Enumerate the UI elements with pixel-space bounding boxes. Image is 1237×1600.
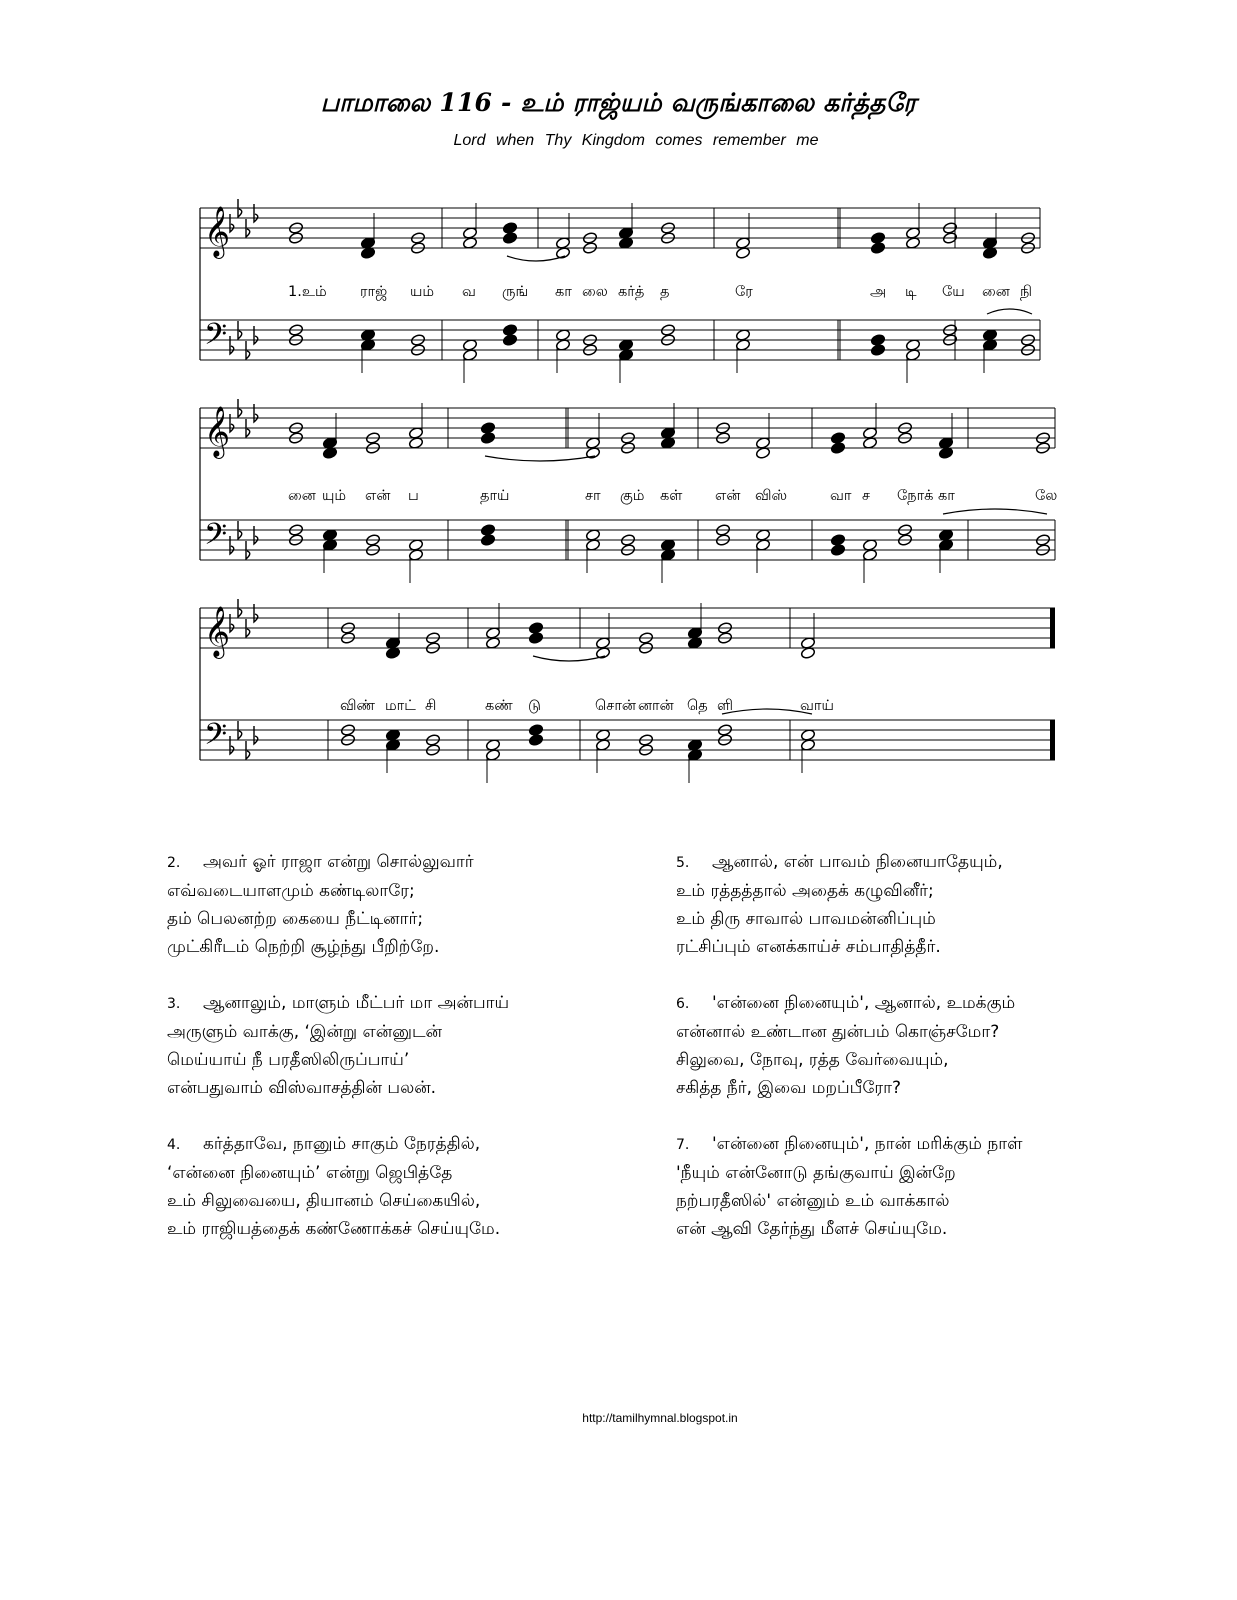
lyric-syllable: ப <box>408 488 419 504</box>
lyric-syllable: ரே <box>735 284 753 300</box>
lyric-syllable: டி <box>905 284 917 300</box>
verses-right <box>676 848 1022 1271</box>
verse-line <box>676 989 1022 1018</box>
lyric-syllable: நி <box>1020 284 1033 300</box>
verse-4 <box>167 1130 509 1243</box>
verse-line <box>167 989 509 1018</box>
verse-text: உம் திரு சாவால் பாவமன்னிப்பும் <box>676 909 936 929</box>
verse-text: சிலுவை, நோவு, ரத்த வேர்வையும், <box>676 1050 949 1070</box>
lyric-syllable: ருங் <box>502 284 529 300</box>
verse-text: என் ஆவி தேர்ந்து மீளச் செய்யுமே. <box>676 1219 948 1239</box>
lyric-syllable: தெ <box>687 698 708 714</box>
flat-sign <box>230 736 234 754</box>
note-head <box>502 232 517 245</box>
note-head <box>870 242 885 255</box>
verse-5 <box>676 848 1022 961</box>
verse-text: தம் பெலனற்ற கையை நீட்டினார்; <box>167 909 424 929</box>
flat-sign <box>254 326 258 344</box>
flat-sign <box>254 404 258 422</box>
verse-line <box>167 1046 509 1074</box>
lyric-syllable: னை <box>982 284 1010 300</box>
lyric-syllable: யே <box>942 284 965 300</box>
verse-text: அவர் ஓர் ராஜா என்று சொல்லுவார் <box>203 852 474 872</box>
lyric-syllable: னை <box>288 488 316 504</box>
lyric-syllable: கா <box>938 488 955 504</box>
verse-line <box>167 1074 509 1102</box>
lyric-syllable: சொன் <box>595 698 636 714</box>
verse-line <box>676 1130 1022 1159</box>
verse-line <box>676 1187 1022 1215</box>
footer-url: http://tamilhymnal.blogspot.in <box>582 1411 738 1425</box>
verse-text: சகித்த நீர், இவை மறப்பீரோ? <box>676 1078 902 1098</box>
verse-text: ஆனாலும், மாளும் மீட்பர் மா அன்பாய் <box>203 993 510 1013</box>
verse-line <box>676 1018 1022 1046</box>
lyric-syllable: விஸ் <box>755 488 788 504</box>
verse-6 <box>676 989 1022 1102</box>
lyric-syllable: வா <box>830 488 852 504</box>
tie <box>485 456 595 461</box>
flat-sign <box>254 526 258 544</box>
note-head <box>830 534 845 547</box>
verse-text: எவ்வடையாளமும் கண்டிலாரே; <box>167 881 415 901</box>
lyric-syllable: ச <box>862 488 871 504</box>
flat-sign <box>230 614 234 632</box>
note-head <box>870 344 885 357</box>
treble-clef: 𝄞 <box>204 206 231 257</box>
note-head <box>528 622 543 635</box>
lyric-syllable: விண் <box>340 698 375 714</box>
verse-text: நற்பரதீஸில்' என்னும் உம் வாக்கால் <box>676 1191 950 1211</box>
flat-sign <box>254 604 258 622</box>
verse-number: 2. <box>167 855 181 871</box>
lyric-syllable: கா <box>555 284 572 300</box>
flat-sign <box>230 536 234 554</box>
note-head <box>830 544 845 557</box>
lyric-syllable: என் <box>365 488 391 504</box>
lyric-syllable: நோக் <box>897 488 934 504</box>
verse-line <box>167 1187 509 1215</box>
flat-sign <box>230 414 234 432</box>
lyric-syllable: வ <box>462 284 476 300</box>
verse-3 <box>167 989 509 1102</box>
verse-line <box>676 933 1022 961</box>
verse-line <box>676 1046 1022 1074</box>
hymn-subtitle: Lord when Thy Kingdom comes remember me <box>453 132 819 149</box>
lyric-syllable: லே <box>1035 488 1058 504</box>
note-head <box>502 222 517 235</box>
verse-text: கர்த்தாவே, நானும் சாகும் நேரத்தில், <box>203 1134 481 1154</box>
lyric-syllable: னான் <box>638 698 674 714</box>
note-head <box>528 724 543 737</box>
flat-sign <box>254 726 258 744</box>
tie <box>987 309 1032 314</box>
lyric-syllable: த <box>660 284 670 300</box>
lyric-syllable: கண் <box>485 698 513 714</box>
verse-line <box>167 905 509 933</box>
verse-text: 'என்னை நினையும்', ஆனால், உமக்கும் <box>712 993 1016 1013</box>
lyric-syllable: 1.உம் <box>288 284 327 300</box>
lyric-syllable: வாய் <box>800 698 834 714</box>
lyric-syllable: சா <box>585 488 601 504</box>
lyric-syllable: ளி <box>717 698 734 714</box>
lyric-syllable: கள் <box>660 488 683 504</box>
note-head <box>870 232 885 245</box>
note-head <box>528 632 543 645</box>
note-head <box>502 324 517 337</box>
music-score <box>190 180 1070 820</box>
note-head <box>480 534 495 547</box>
verse-line <box>676 1215 1022 1243</box>
verse-text: 'நீயும் என்னோடு தங்குவாய் இன்றே <box>676 1163 956 1183</box>
lyric-syllable: அ <box>870 284 887 300</box>
verse-line <box>167 848 509 877</box>
verse-number: 5. <box>676 855 690 871</box>
lyric-syllable: தாய் <box>480 488 510 504</box>
verse-text: ஆனால், என் பாவம் நினையாதேயும், <box>712 852 1003 872</box>
lyric-syllable: ராஜ் <box>360 284 388 300</box>
note-head <box>830 442 845 455</box>
note-head <box>528 734 543 747</box>
verse-7 <box>676 1130 1022 1243</box>
final-barline <box>1050 720 1055 760</box>
verse-line <box>167 1130 509 1159</box>
verse-number: 3. <box>167 996 181 1012</box>
verse-text: அருளும் வாக்கு, ‘இன்று என்னுடன் <box>167 1022 443 1042</box>
verse-line <box>676 848 1022 877</box>
tie <box>722 709 812 714</box>
verse-text: உம் ராஜியத்தைக் கண்ணோக்கச் செய்யுமே. <box>167 1219 501 1239</box>
lyric-syllable: என் <box>715 488 741 504</box>
verse-2 <box>167 848 509 961</box>
note-head <box>502 334 517 347</box>
verse-line <box>167 1159 509 1187</box>
bass-clef: 𝄢 <box>204 518 228 559</box>
verses-left <box>167 848 509 1271</box>
flat-sign <box>254 204 258 222</box>
lyric-syllable: கும் <box>620 488 645 504</box>
verse-line <box>167 933 509 961</box>
verse-number: 7. <box>676 1137 690 1153</box>
lyric-syllable: சி <box>425 698 437 714</box>
note-head <box>830 432 845 445</box>
verse-line <box>676 877 1022 905</box>
verse-number: 4. <box>167 1137 181 1153</box>
lyric-syllable: டு <box>528 698 541 714</box>
verse-text: ‘என்னை நினையும்’ என்று ஜெபித்தே <box>167 1163 453 1183</box>
verse-line <box>676 905 1022 933</box>
verse-text: முட்கிரீடம் நெற்றி சூழ்ந்து பீறிற்றே. <box>167 937 440 957</box>
lyric-syllable: மாட் <box>385 698 416 714</box>
flat-sign <box>230 214 234 232</box>
bass-clef: 𝄢 <box>204 718 228 759</box>
lyric-syllable: கர்த் <box>618 284 645 300</box>
verse-line <box>167 1215 509 1243</box>
verse-line <box>167 1018 509 1046</box>
verse-text: மெய்யாய் நீ பரதீஸிலிருப்பாய்’ <box>167 1050 410 1070</box>
lyric-syllable: லை <box>582 284 608 300</box>
hymn-title: பாமாலை 116 - உம் ராஜ்யம் வருங்காலை கர்த்தரே <box>320 88 917 117</box>
verse-line <box>676 1159 1022 1187</box>
verse-line <box>676 1074 1022 1102</box>
lyric-syllable: யம் <box>410 284 435 300</box>
verse-text: என்பதுவாம் விஸ்வாசத்தின் பலன். <box>167 1078 437 1098</box>
note-head <box>480 524 495 537</box>
flat-sign <box>230 336 234 354</box>
treble-clef: 𝄞 <box>204 406 231 457</box>
verse-text: உம் ரத்தத்தால் அதைக் கழுவினீர்; <box>676 881 934 901</box>
note-head <box>480 422 495 435</box>
note-head <box>480 432 495 445</box>
verse-text: என்னால் உண்டான துன்பம் கொஞ்சமோ? <box>676 1022 1000 1042</box>
tie <box>533 656 605 661</box>
verse-number: 6. <box>676 996 690 1012</box>
lyric-syllable: யும் <box>322 488 347 504</box>
verse-text: உம் சிலுவையை, தியானம் செய்கையில், <box>167 1191 481 1211</box>
note-head <box>870 334 885 347</box>
bass-clef: 𝄢 <box>204 318 228 359</box>
treble-clef: 𝄞 <box>204 606 231 657</box>
tie <box>943 509 1047 514</box>
verse-line <box>167 877 509 905</box>
final-barline <box>1050 608 1055 648</box>
verse-text: 'என்னை நினையும்', நான் மரிக்கும் நாள் <box>712 1134 1023 1154</box>
verse-text: ரட்சிப்பும் எனக்காய்ச் சம்பாதித்தீர். <box>676 937 941 957</box>
tie <box>507 256 565 261</box>
